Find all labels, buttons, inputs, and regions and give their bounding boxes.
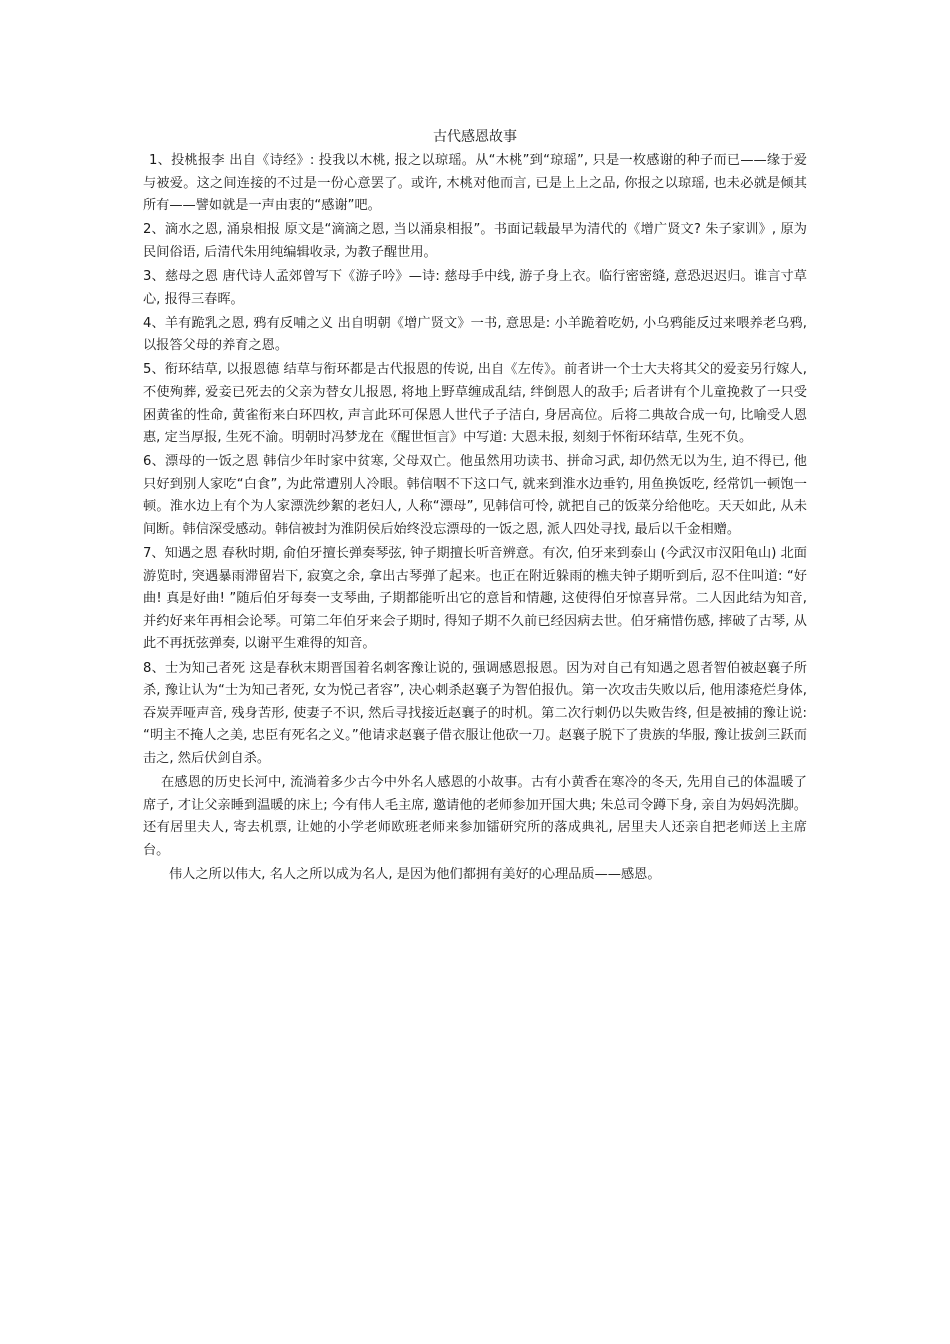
- document-title: 古代感恩故事: [433, 129, 517, 145]
- paragraph-3: 3、慈母之恩 唐代诗人孟郊曾写下《游子吟》—诗: 慈母手中线, 游子身上衣。临行密密缝, 意恐迟迟归。谁言寸草心, 报得三春晖。: [143, 268, 807, 307]
- paragraph-7: 7、知遇之恩 春秋时期, 俞伯牙擅长弹奏琴弦, 钟子期擅长听音辨意。有次, 伯牙来到泰山 (今武汉市汉阳龟山) 北面游览时, 突遇暴雨滞留岩下, 寂寞之余, 拿出古琴弹了起来。也正在附近躲雨的樵夫钟子期听到后, 忍不住叫道: “好曲! 真是好曲! ”随后伯牙每奏一支琴曲, 子期都能听出它的意旨和情趣, 这使得伯牙惊喜异常。二人因此结为知音, 并约好来年再相会论琴。可第二年伯牙来会子期时, 得知子期不久前已经因病去世。伯牙痛惜伤感, 摔破了古琴, 从此不再抚弦弹奏, 以谢平生难得的知音。: [143, 546, 807, 652]
- paragraph-6: 6、漂母的一饭之恩 韩信少年时家中贫寒, 父母双亡。他虽然用功读书、拼命习武, 却仍然无以为生, 迫不得已, 他只好到别人家吃“白食”, 为此常遭别人冷眼。韩信咽不下这口气, 就来到淮水边垂钓, 用鱼换饭吃, 经常饥一顿饱一顿。淮水边上有个为人家漂洗纱絮的老妇人, 人称“漂母”, 见韩信可怜, 就把自己的饭菜分给他吃。天天如此, 从未间断。韩信深受感动。韩信被封为淮阴侯后始终没忘漂母的一饭之恩, 派人四处寻找, 最后以千金相赠。: [143, 454, 807, 537]
- document-page: [143, 126, 807, 888]
- paragraph-5: 5、衔环结草, 以报恩德 结草与衔环都是古代报恩的传说, 出自《左传》。前者讲一个士大夫将其父的爱妾另行嫁人, 不使殉葬, 爱妾已死去的父亲为替女儿报恩, 将地上野草缠成乱结, 绊倒恩人的敌手; 后者讲有个儿童挽救了一只受困黄雀的性命, 黄雀衔来白环四枚, 声言此环可保恩人世代子子洁白, 身居高位。后将二典故合成一句, 比喻受人恩惠, 定当厚报, 生死不渝。明朝时冯梦龙在《醒世恒言》中写道: 大恩未报, 刻刻于怀衔环结草, 生死不负。: [143, 362, 807, 446]
- paragraph-8: 8、士为知己者死 这是春秋末期晋国着名刺客豫让说的, 强调感恩报恩。因为对自己有知遇之恩者智伯被赵襄子所杀, 豫让认为“士为知己者死, 女为悦己者容”, 决心刺杀赵襄子为智伯报仇。第一次攻击失败以后, 他用漆疮烂身体, 吞炭弄哑声音, 残身苦形, 使妻子不识, 然后寻找接近赵襄子的时机。第二次行刺仍以失败告终, 但是被捕的豫让说: “明主不掩人之美, 忠臣有死名之义。”他请求赵襄子借衣服让他砍一刀。赵襄子脱下了贵族的华服, 豫让拔剑三跃而击之, 然后伏剑自杀。: [143, 660, 807, 766]
- paragraph-9: 在感恩的历史长河中, 流淌着多少古今中外名人感恩的小故事。古有小黄香在寒冷的冬天, 先用自己的体温暖了席子, 才让父亲睡到温暖的床上; 今有伟人毛主席, 邀请他的老师参加开国大典; 朱总司令蹲下身, 亲自为妈妈洗脚。还有居里夫人, 寄去机票, 让她的小学老师欧班老师来参加镭研究所的落成典礼, 居里夫人还亲自把老师送上主席台。: [143, 775, 807, 858]
- paragraph-1: 1、投桃报李 出自《诗经》: 投我以木桃, 报之以琼瑶。从“木桃”到“琼瑶”, 只是一枚感谢的种子而已——缘于爱与被爱。这之间连接的不过是一份心意罢了。或许, 木桃对他而言, 已是上上之品, 你报之以琼瑶, 也未必就是倾其所有——譬如就是一声由衷的“感谢”吧。: [143, 153, 807, 214]
- paragraph-2: 2、滴水之恩, 涌泉相报 原文是“滴滴之恩, 当以涌泉相报”。书面记载最早为清代的《增广贤文? 朱子家训》, 原为民间俗语, 后清代朱用纯编辑收录, 为教子醒世用。: [143, 222, 807, 260]
- paragraph-10: 伟人之所以伟大, 名人之所以成为名人, 是因为他们都拥有美好的心理品质——感恩。: [169, 866, 661, 882]
- paragraph-4: 4、羊有跪乳之恩, 鸦有反哺之义 出自明朝《增广贤文》一书, 意思是: 小羊跪着吃奶, 小乌鸦能反过来喂养老乌鸦, 以报答父母的养育之恩。: [143, 315, 807, 354]
